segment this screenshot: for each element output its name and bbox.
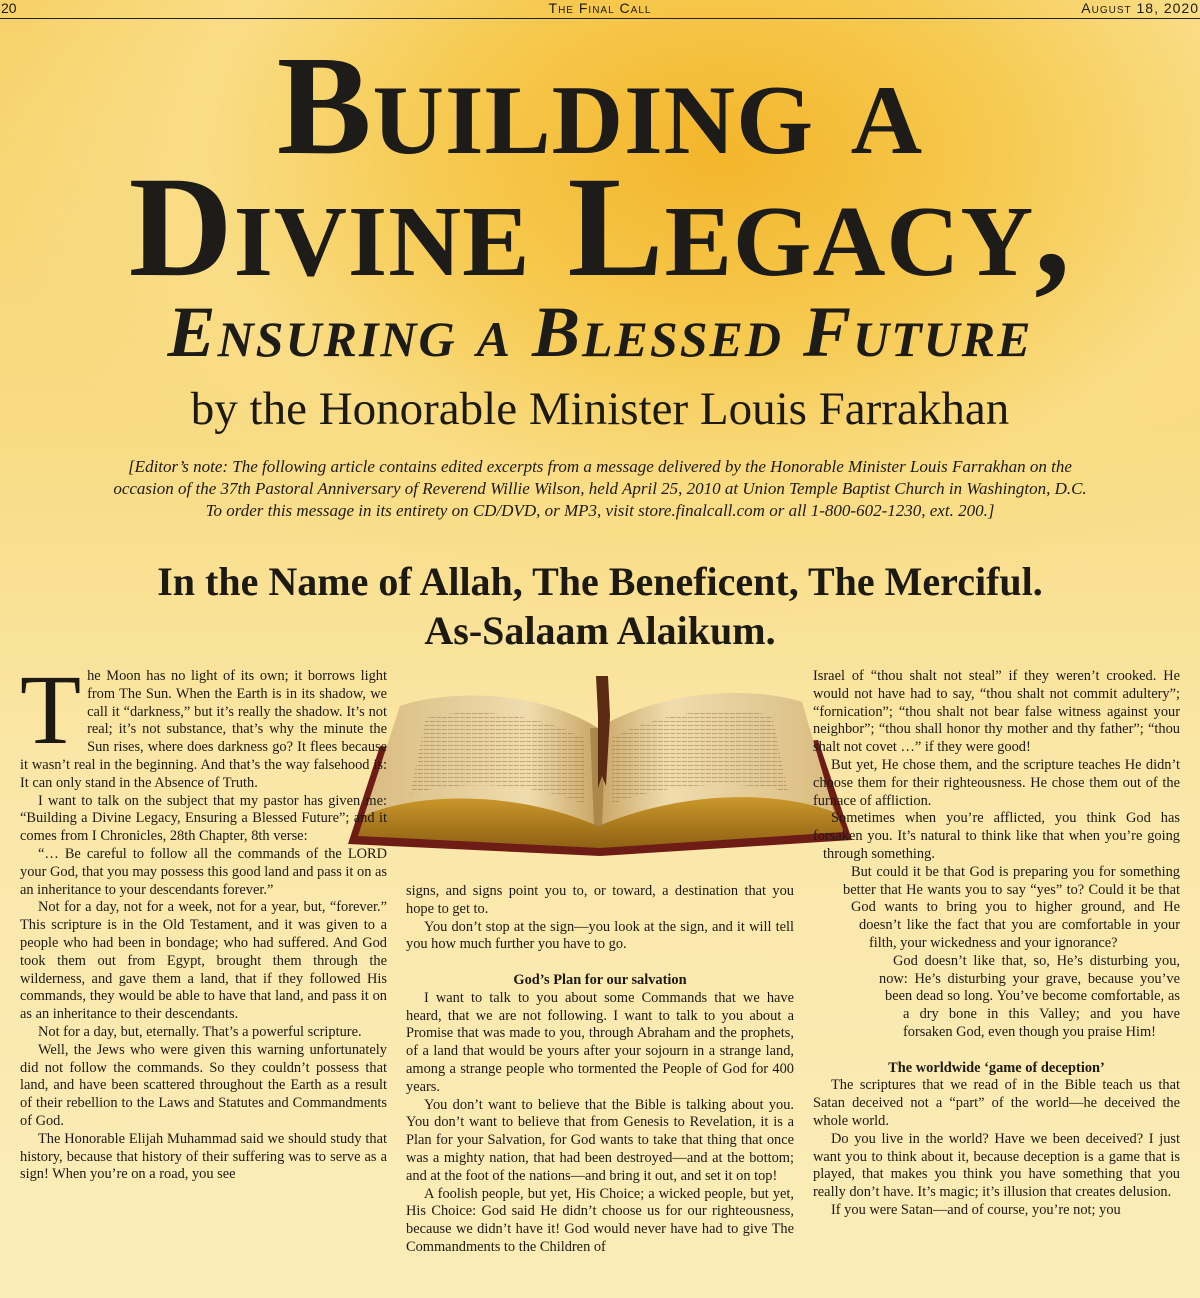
editor-note-line-1: [Editor’s note: The following article contains edited excerpts from a message delivered by the Honorable Minister Louis Farrakhan on the	[128, 457, 1072, 476]
open-bible-icon	[340, 676, 860, 862]
article-column-3	[813, 668, 1180, 1220]
paragraph: If you were Satan—and of course, you’re not; you	[831, 1201, 1121, 1218]
headline-line-1: Building a	[276, 26, 924, 184]
paragraph: Not for a day, but, eternally. That’s a powerful scripture.	[38, 1023, 362, 1040]
headline-subtitle: Ensuring a Blessed Future	[167, 292, 1033, 372]
newspaper-name: The Final Call	[548, 0, 652, 16]
article-column-2	[406, 883, 794, 1257]
paragraph: A foolish people, but yet, His Choice; a wicked people, but yet, His Choice: God said He didn’t choose us for our righteousness, because we didn’t have it! God would never have had to give The Commandments to the Children of	[406, 1185, 794, 1255]
paragraph: Sometimes when you’re afflicted, you think God has forsaken you. It’s natural to think like that when you’re going through something.	[813, 810, 1180, 862]
paragraph: The scriptures that we read of in the Bible teach us that Satan deceived not a “part” of the world—he deceived the whole world.	[813, 1077, 1180, 1129]
editor-note-line-3: To order this message in its entirety on CD/DVD, or MP3, visit store.finalcall.com or all 1-800-602-1230, ext. 200.]	[205, 501, 995, 520]
paragraph: I want to talk to you about some Commands that we have heard, that we are not following. I want to talk to you about a Promise that was made to you, through Abraham and the prophets, of a land that would be yours after your sojourn in a strange land, among a strange people who tormented the People of God for 400 years.	[406, 989, 794, 1095]
section-heading: God’s Plan for our salvation	[513, 971, 687, 988]
paragraph	[20, 654, 387, 793]
greeting-bismillah: In the Name of Allah, The Beneficent, The Merciful.	[157, 559, 1043, 604]
page-number: 20	[1, 0, 17, 16]
page-header	[0, 0, 1200, 19]
drop-cap: T	[20, 654, 82, 765]
paragraph: signs, and signs point you to, or toward, a destination that you hope to get to.	[406, 883, 794, 917]
paragraph: God doesn’t like that, so, He’s disturbing you, now: He’s disturbing your grave, because you’ve been dead so long. You’ve become comfortable, as a dry bone in this Valley; and you have forsaken God, even though you praise Him!	[879, 952, 1180, 1040]
issue-date: August 18, 2020	[1081, 0, 1199, 16]
paragraph: Do you live in the world? Have we been deceived? I just want you to think about it, because deception is a game that is played, that makes you think you have something that you really don’t have. It’s magic; it’s illusion that creates delusion.	[813, 1130, 1180, 1201]
paragraph: “… Be careful to follow all the commands of the LORD your God, that you may possess this good land and pass it on as an inheritance to your descendants forever.”	[20, 845, 387, 898]
byline: by the Honorable Minister Louis Farrakhan	[190, 383, 1010, 435]
section-heading: The worldwide ‘game of deception’	[888, 1059, 1105, 1076]
article-column-1	[20, 654, 387, 1184]
paragraph: Well, the Jews who were given this warning unfortunately did not follow the commands. So they couldn’t possess that land, and have been scattered throughout the Earth as a result of their rebellion to the Laws and Statutes and Commandments of God.	[20, 1041, 387, 1129]
paragraph: You don’t want to believe that the Bible is talking about you. You don’t want to believe that from Genesis to Revelation, it is a Plan for your Salvation, for God wants to take that thing that once was a mighty nation, that had been destroyed—and at the bottom; and at the foot of the nations—and bring it out, and set it on top!	[406, 1096, 794, 1184]
paragraph: You don’t stop at the sign—you look at the sign, and it will tell you how much further you have to go.	[406, 918, 794, 953]
paragraph: Not for a day, not for a week, not for a year, but, “forever.” This scripture is in the Old Testament, and it was given to a people who had been in bondage; who had suffered. And God took them out from Egypt, brought them through the wilderness, and gave them a land, that if they followed His commands, they would be able to have that land, and pass it on as an inheritance to their descendants.	[20, 899, 387, 1023]
editor-note	[30, 456, 1170, 522]
paragraph: Israel of “thou shalt not steal” if they weren’t crooked. He would not have had to say, “thou shalt not commit adultery”; “fornication”; “thou shalt not bear false witness against your neighbor”; “thou shall honor thy mother and thy father”; “thou shalt not covet …” if they were good!	[813, 668, 1180, 756]
editor-note-line-2: occasion of the 37th Pastoral Anniversary of Reverend Willie Wilson, held April 25, 2010 at Union Temple Baptist Church in Washington, D.C.	[113, 479, 1087, 498]
paragraph: I want to talk on the subject that my pastor has given me: “Building a Divine Legacy, Ensuring a Blessed Future”; and it comes from I Chronicles, 28th Chapter, 8th verse:	[20, 792, 387, 845]
greeting-salaam: As-Salaam Alaikum.	[424, 608, 776, 653]
paragraph-text: he Moon has no light of its own; it borrows light from The Sun. When the Earth is in its shadow, we call it “darkness,” but it’s really the shadow. It’s not real; it’s not substance, that’s why the minute the Sun rises, where does darkness go? It flees because it wasn’t real in the beginning. And that’s the way falsehood is: It can only stand in the Absence of Truth.	[20, 668, 387, 791]
paragraph: But could it be that God is preparing you for something better that He wants you to say “yes” to? Could it be that God wants to bring you to higher ground, and He doesn’t like the fact that you are comfortable in your filth, your wickedness and your ignorance?	[843, 863, 1180, 951]
paragraph: But yet, He chose them, and the scripture teaches He didn’t choose them for their righteousness. He chose them out of the furnace of affliction.	[813, 756, 1180, 809]
paragraph: The Honorable Elijah Muhammad said we should study that history, because that history of their suffering was to serve as a sign! When you’re on a road, you see	[20, 1130, 387, 1183]
headline-line-2: Divine Legacy,	[128, 148, 1072, 307]
